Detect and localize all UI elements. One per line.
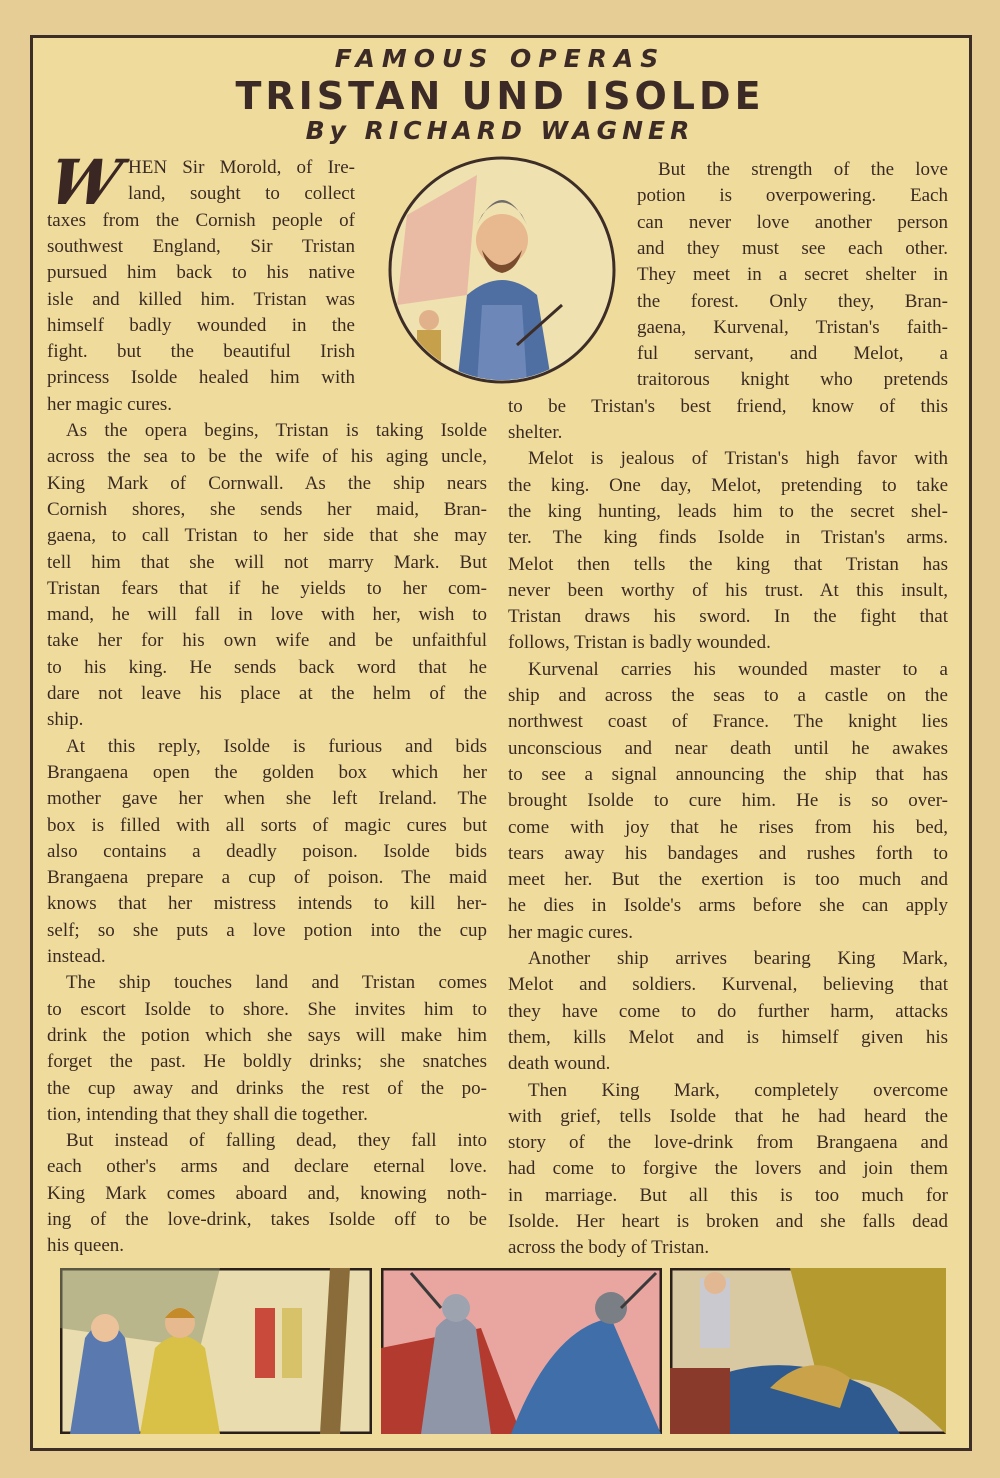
- text-line: meet her. But the exertion is too much and: [508, 869, 948, 891]
- panel-lovers-illustration: [60, 1268, 372, 1434]
- text-line: tion, intending that they shall die together.: [47, 1103, 368, 1125]
- text-line: had come to forgive the lovers and join them: [508, 1158, 948, 1180]
- text-line: them, kills Melot and is himself given his: [508, 1026, 948, 1048]
- text-line: taxes from the Cornish people of: [47, 209, 355, 231]
- text-line: to escort Isolde to shore. She invites him to: [47, 998, 487, 1020]
- text-line: knows that her mistress intends to kill her-: [47, 893, 487, 915]
- text-line: King Mark of Cornwall. As the ship nears: [47, 472, 487, 494]
- text-line: Then King Mark, completely overcome: [528, 1079, 948, 1101]
- text-line: As the opera begins, Tristan is taking Isolde: [66, 420, 487, 441]
- series-kicker: FAMOUS OPERAS: [334, 44, 666, 73]
- text-line: himself badly wounded in the: [47, 314, 355, 336]
- text-line: box is filled with all sorts of magic cures but: [47, 814, 487, 836]
- text-line: Isolde. Her heart is broken and she falls dead: [508, 1211, 948, 1232]
- text-line: Kurvenal carries his wounded master to a: [528, 658, 948, 680]
- text-line: Another ship arrives bearing King Mark,: [528, 948, 948, 969]
- byline: By RICHARD WAGNER: [305, 116, 695, 145]
- text-line: the cup away and drinks the rest of the po-: [47, 1077, 487, 1099]
- text-line: isle and killed him. Tristan was: [47, 288, 355, 310]
- text-line: story of the love-drink from Brangaena and: [508, 1132, 948, 1154]
- text-line: ship and across the seas to a castle on the: [508, 685, 948, 706]
- text-line: brought Isolde to cure him. He is so over-: [508, 790, 948, 812]
- text-line: Brangaena open the golden box which her: [47, 761, 487, 783]
- text-line: his queen.: [47, 1235, 125, 1257]
- text-line: They meet in a secret shelter in: [637, 264, 948, 286]
- drop-cap: W: [42, 146, 128, 219]
- text-line: to see a signal announcing the ship that has: [508, 763, 948, 785]
- text-line: Melot then tells the king that Tristan has: [508, 553, 948, 575]
- king-portrait-illustration: [387, 155, 617, 385]
- text-line: can never love another person: [637, 211, 948, 233]
- text-line: death wound.: [508, 1053, 611, 1075]
- text-line: potion is overpowering. Each: [637, 185, 948, 207]
- text-line: Cornish shores, she sends her maid, Bran-: [47, 498, 487, 520]
- text-line: ing of the love-drink, takes Isolde off to be: [47, 1209, 487, 1230]
- text-line: ful servant, and Melot, a: [637, 343, 948, 365]
- text-line: her magic cures.: [508, 921, 634, 943]
- text-line: land, sought to collect: [128, 183, 355, 205]
- text-line: Tristan fears that if he yields to her com-: [47, 577, 487, 599]
- text-line: he dies in Isolde's arms before she can apply: [508, 895, 948, 917]
- text-line: with grief, tells Isolde that he had heard the: [508, 1105, 948, 1127]
- text-line: Tristan draws his sword. In the fight that: [508, 606, 948, 628]
- text-line: the king. One day, Melot, pretending to take: [508, 474, 948, 496]
- text-line: instead.: [47, 946, 106, 967]
- text-line: gaena, Kurvenal, Tristan's faith-: [637, 316, 948, 338]
- text-line: forget the past. He boldly drinks; she snatches: [47, 1051, 487, 1073]
- text-line: also contains a deadly poison. Isolde bids: [47, 840, 487, 862]
- text-line: traitorous knight who pretends: [637, 369, 948, 391]
- text-line: they have come to do further harm, attacks: [508, 1000, 948, 1022]
- text-line: gaena, to call Tristan to her side that she may: [47, 525, 487, 547]
- text-line: southwest England, Sir Tristan: [47, 235, 355, 257]
- text-line: her magic cures.: [47, 393, 173, 415]
- text-line: pursued him back to his native: [47, 262, 355, 284]
- panel-swordfight-illustration: [381, 1268, 662, 1434]
- text-line: The ship touches land and Tristan comes: [66, 972, 487, 994]
- text-line: northwest coast of France. The knight lies: [508, 711, 948, 733]
- text-line: But instead of falling dead, they fall into: [66, 1130, 487, 1152]
- text-line: ship.: [47, 709, 84, 731]
- text-line: At this reply, Isolde is furious and bids: [66, 735, 487, 757]
- text-line: HEN Sir Morold, of Ire-: [128, 157, 355, 178]
- text-line: take her for his own wife and be unfaithful: [47, 630, 487, 652]
- text-line: Melot is jealous of Tristan's high favor with: [528, 448, 948, 470]
- text-line: each other's arms and declare eternal love.: [47, 1156, 487, 1178]
- text-line: and they must see each other.: [637, 237, 948, 259]
- text-line: tears away his bandages and rushes forth to: [508, 842, 948, 864]
- text-line: Brangaena prepare a cup of poison. The maid: [47, 867, 487, 889]
- text-line: King Mark comes aboard and, knowing noth-: [47, 1182, 487, 1204]
- text-line: But the strength of the love: [658, 159, 948, 180]
- text-line: princess Isolde healed him with: [47, 367, 355, 389]
- text-line: tell him that she will not marry Mark. But: [47, 551, 487, 573]
- text-line: the king hunting, leads him to the secret shel-: [508, 500, 948, 522]
- text-line: unconscious and near death until he awakes: [508, 737, 948, 759]
- text-line: to his king. He sends back word that he: [47, 656, 487, 678]
- text-line: mand, he will fall in love with her, wish to: [47, 604, 487, 626]
- text-line: ter. The king finds Isolde in Tristan's arms.: [508, 527, 948, 549]
- text-line: never been worthy of his trust. At this insult,: [508, 579, 948, 601]
- text-line: across the sea to be the wife of his aging uncle,: [47, 446, 487, 468]
- text-line: shelter.: [508, 422, 563, 443]
- text-line: drink the potion which she says will make him: [47, 1024, 487, 1046]
- text-line: self; so she puts a love potion into the cup: [47, 919, 487, 941]
- text-line: in marriage. But all this is too much for: [508, 1184, 948, 1206]
- text-line: to be Tristan's best friend, know of this: [508, 395, 948, 417]
- text-line: mother gave her when she left Ireland. The: [47, 788, 487, 810]
- page-title: TRISTAN UND ISOLDE: [235, 74, 765, 118]
- text-line: come with joy that he rises from his bed,: [508, 816, 948, 838]
- text-line: follows, Tristan is badly wounded.: [508, 632, 771, 654]
- text-line: fight. but the beautiful Irish: [47, 341, 355, 363]
- text-line: dare not leave his place at the helm of the: [47, 683, 487, 704]
- text-line: the forest. Only they, Bran-: [637, 290, 948, 312]
- panel-death-scene-illustration: [670, 1268, 946, 1434]
- text-line: across the body of Tristan.: [508, 1237, 710, 1259]
- text-line: Melot and soldiers. Kurvenal, believing that: [508, 974, 948, 996]
